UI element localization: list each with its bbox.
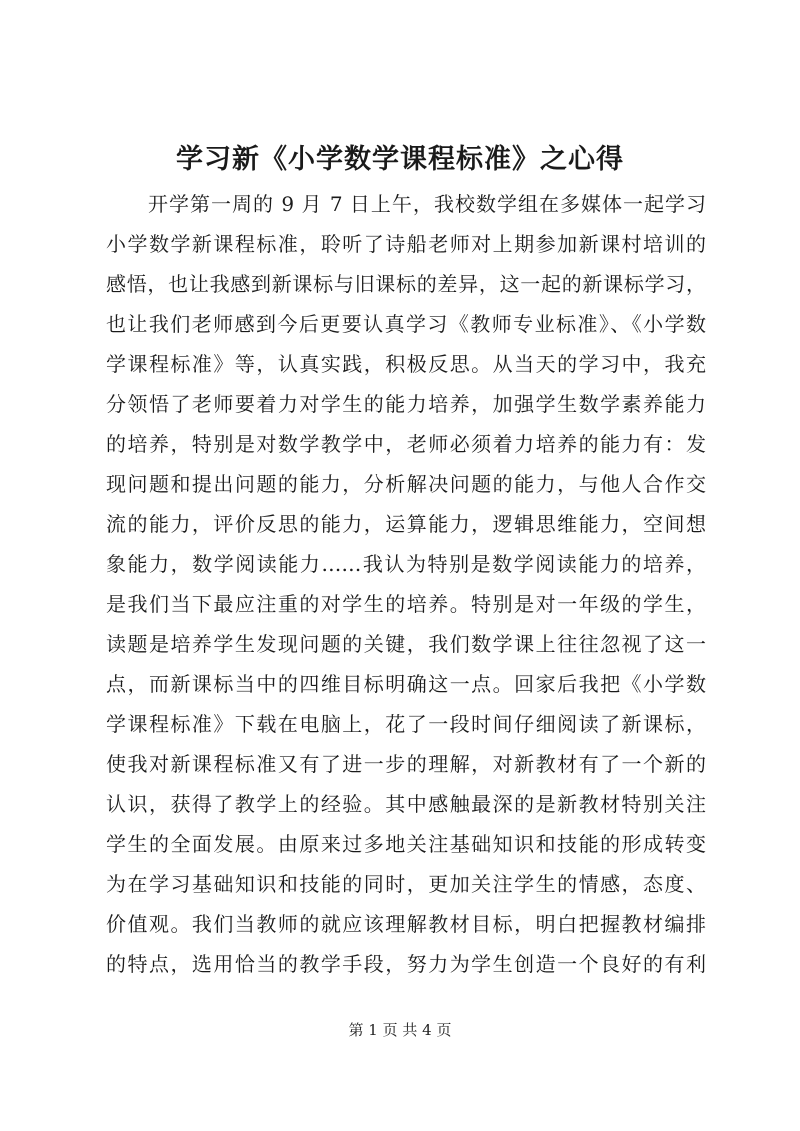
paragraph-line: 小学数学新课程标准，聆听了诗船老师对上期参加新课村培训的	[106, 232, 706, 256]
paragraph-line: 现问题和提出问题的能力，分析解决问题的能力，与他人合作交	[106, 472, 706, 496]
paragraph-line: 价值观。我们当教师的就应该理解教材目标，明白把握教材编排	[106, 912, 706, 936]
paragraph-line: 的培养，特别是对数学教学中，老师必须着力培养的能力有：发	[106, 432, 706, 456]
paragraph-line: 使我对新课程标准又有了进一步的理解，对新教材有了一个新的	[106, 752, 706, 776]
paragraph-line: 是我们当下最应注重的对学生的培养。特别是对一年级的学生，	[106, 592, 706, 616]
paragraph-line: 学课程标准》下载在电脑上，花了一段时间仔细阅读了新课标，	[106, 712, 706, 736]
paragraph-line: 开学第一周的 9 月 7 日上午，我校数学组在多媒体一起学习	[148, 192, 706, 216]
paragraph-line: 象能力，数学阅读能力……我认为特别是数学阅读能力的培养，	[106, 552, 706, 576]
paragraph-line: 学课程标准》等，认真实践，积极反思。从当天的学习中，我充	[106, 352, 706, 376]
paragraph-line: 也让我们老师感到今后更要认真学习《教师专业标准》、《小学数	[106, 312, 706, 336]
paragraph-line: 学生的全面发展。由原来过多地关注基础知识和技能的形成转变	[106, 832, 706, 856]
paragraph-line: 流的能力，评价反思的能力，运算能力，逻辑思维能力，空间想	[106, 512, 706, 536]
paragraph-line: 认识，获得了教学上的经验。其中感触最深的是新教材特别关注	[106, 792, 706, 816]
paragraph-line: 分领悟了老师要着力对学生的能力培养，加强学生数学素养能力	[106, 392, 706, 416]
page-number-footer: 第 1 页 共 4 页	[348, 1021, 452, 1039]
body-paragraph	[106, 184, 706, 984]
paragraph-line: 点，而新课标当中的四维目标明确这一点。回家后我把《小学数	[106, 672, 706, 696]
paragraph-line: 的特点，选用恰当的教学手段，努力为学生创造一个良好的有利	[106, 952, 706, 976]
document-title: 学习新《小学数学课程标准》之心得	[176, 144, 624, 175]
paragraph-line: 为在学习基础知识和技能的同时，更加关注学生的情感，态度、	[106, 872, 706, 896]
paragraph-line: 感悟，也让我感到新课标与旧课标的差异，这一起的新课标学习，	[106, 272, 706, 296]
paragraph-line: 读题是培养学生发现问题的关键，我们数学课上往往忽视了这一	[106, 632, 706, 656]
